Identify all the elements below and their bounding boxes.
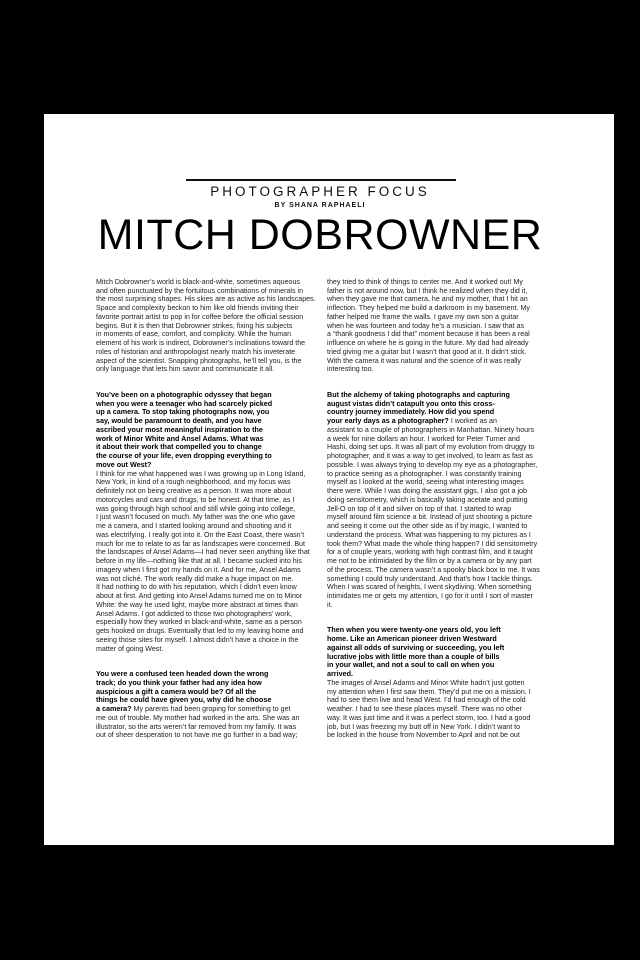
question: Then when you were twenty-one years old, you left home. Like an American pioneer driven Westward against all odds of surviving or succeeding, you left lucrative jobs with little more than a couple of bills in your wallet, and not a soul to call on when you arrived. [327,625,505,678]
question: But the alchemy of taking photographs and capturing august vistas didn’t catapult you onto this cross- country journey immediately. How did you spend your early days as a photographer? [327,389,510,425]
question: You’ve been on a photographic odyssey that began when you were a teenager who had scarcely picked up a camera. To stop taking photographs now, you say, would be paramount to death, and you have ascribed your most meaningful inspiration to the work of Minor White and Ansel Adams. What was it about their work that compelled you to change the course of your life, even dropping everything to move out West? [96,389,273,469]
intro-paragraph: Mitch Dobrowner’s world is black-and-white, sometimes aqueous and often punctuated by the fortuitous combinations of minerals in the most surprising shapes. His skies are as active as his landscapes. Space and complexity beckon to him like old friends inviting their favorite portrait artist to pop in for coffee before the official session begins. But it is then that Dobrowner strikes, fixing his subjects in moments of ease, comfort, and complicity. While the human element of his work is indirect, Dobrowner’s inclinations toward the roles of historian and anthropologist nearly match his inveterate aspect of the scientist. Snapping photographs, he’ll tell you, is the only language that lets him savor and communicate it all. [96,277,316,374]
qa-block [96,670,318,740]
question: You were a confused teen headed down the wrong track; do you think your father had any idea how auspicious a gift a camera would be? Of all the things he could have given you, why did he choose a camera? [96,669,272,713]
qa-block [96,391,318,654]
right-column [327,269,549,757]
answer: I worked as an assistant to a couple of photographers in Manhattan. Ninety hours a week for nine dollars an hour. I worked for Peter Turner and Hashi, doing set ups. It was all part of my evolution from druggy to photographer, and it was a way to get involved, to learn as fast as possible. I was always trying to develop my eye as a photographer, to practice seeing as a photographer. I was constantly training myself as I looked at the world, seeing what interesting images there were. While I was doing the assistant gigs, I also got a job doing sensitometry, which is basically taking acetate and putting Jell-O on top of it and silver on top of that. I started to wrap myself around film science a bit. Instead of just shooting a picture and seeing it come out the other side as if by magic, I wanted to understand the process. What was happening to my pictures as I took them? What made the whole thing happen? I did sensitometry for a of couple years, working with high contrast film, and it taught me not to be intimidated by the film or by a camera or by any part of the process. The camera wasn’t a spooky black box to me. It was something I could truly understand. And that’s how I tackle things. When I was scared of heights, I went skydiving. When something intimidates me or gets my attention, I go for it until I sort of master it. [327,417,540,609]
answer: My parents had been groping for something to get me out of trouble. My mother had worked in the arts. She was an illustrator, so the arts weren’t far removed from my family. It was out of sheer desperation to not have me go further in a bad way; [96,705,300,740]
qa-block [327,391,549,610]
answer: The images of Ansel Adams and Minor White hadn’t just gotten my attention when I first saw them. They’d put me on a mission. I had to see them live and head West. I’d had enough of the cold weather. I had to see these places myself. There was no other way. It was just time and it was a perfect storm, too. I had a good job, but I was freezing my butt off in New York. I didn’t want to be locked in the house from November to April and not be out [327,678,531,740]
header-rule [186,179,456,181]
continued-paragraph: they tried to think of things to center me. And it worked out! My father is not around now, but I think he realized when they did it, when they gave me that camera, he and my mother, that I hit an inflection. They helped me build a darkroom in my basement. My father helped me frame the walls. I gave my own son a guitar when he was fourteen and today he’s a musician. I saw that as a “thank goodness I did that” moment because it has been a real influence on where he is going in the future. My dad had already tried giving me a guitar but I wasn’t that good at it. It didn’t stick. With the camera it was natural and the science of it was really interesting too. [327,277,530,374]
left-column [96,269,318,757]
answer: I think for me what happened was I was growing up in Long Island, New York, in kind of a rough neighborhood, and my focus was definitely not on being creative as a person. It was more about motorcycles and cars and drugs, to be honest. At that time, as I was going through high school and still while going into college, I just wasn’t focused on much. My father was the one who gave me a camera, and I started looking around and shooting and it was electrifying. I really got into it. On the East Coast, there wasn’t much for me to relate to as far as landscapes were concerned. But the landscapes of Ansel Adams—I had never seen anything like that before in my life—nothing like that at all. I became sucked into his imagery when I first got my hands on it. And for me, Ansel Adams was not cliché. The work really did make a huge impact on me. It had nothing to do with his reputation, which I didn’t even know about at first. And getting into Ansel Adams turned me on to Minor White: the way he used light, maybe more abstract at times than Ansel Adams. I got addicted to those two photographers’ work, especially how they worked in black-and-white, same as a person gets hooked on drugs. Eventually that led to my leaving home and seeing those sites for myself. I almost didn’t have a choice in the matter of going West. [96,469,310,653]
byline: BY SHANA RAPHAELI [274,202,366,209]
article-title: MITCH DOBROWNER [97,211,543,259]
qa-block [327,626,549,740]
section-kicker: PHOTOGRAPHER FOCUS [210,184,430,199]
